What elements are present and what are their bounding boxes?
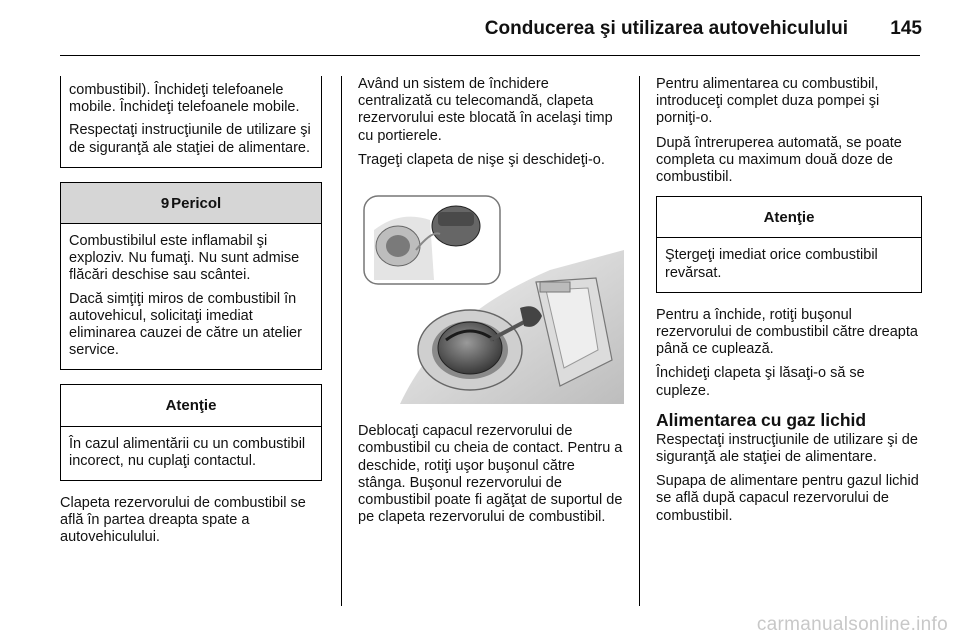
danger-box-header [61, 183, 321, 224]
caution-text: În cazul alimentării cu un combustibil incorect, nu cuplaţi contactul. [69, 435, 306, 469]
close-flap-text: Închideţi clapeta şi lăsaţi-o să se cupleze. [656, 365, 865, 399]
caution-box-title: Atenţie [657, 197, 921, 238]
fuel-warning-continued-box [60, 76, 322, 168]
watermark: carmanualsonline.info [756, 614, 948, 635]
central-locking-text: Având un sistem de închidere centralizată cu telecomandă, clapeta rezervorului este blocată în acelaşi timp cu portierele. [358, 76, 613, 144]
caution-box-spill [656, 196, 922, 293]
right-column [656, 76, 922, 532]
danger-box-title: Pericol [171, 194, 222, 212]
fuel-flap-location-text: Clapeta rezervorului de combustibil se află în partea dreapta spate a autovehiculului. [60, 495, 306, 546]
danger-paragraph: Combustibilul este inflamabil şi exploziv. Nu fumaţi. Nu sunt admise flăcări deschise sau scântei. [69, 233, 300, 284]
page-title: Conducerea şi utilizarea autovehiculului [484, 18, 848, 39]
left-column [60, 76, 322, 554]
caution-box-wrong-fuel [60, 384, 322, 481]
warning-continued-text: combustibil). Închideţi telefoanele mobile. Închideţi telefoanele mobile. [69, 82, 300, 116]
lpg-valve-text: Supapa de alimentare pentru gazul lichid se află după capacul rezervorului de combustibil. [656, 473, 919, 524]
lpg-section-heading: Alimentarea cu gaz lichid [656, 409, 867, 430]
open-flap-text: Trageţi clapeta de nişe şi deschideţi-o. [358, 151, 605, 168]
page-number: 145 [890, 18, 922, 39]
header-divider [60, 55, 920, 56]
danger-box [60, 182, 322, 371]
danger-paragraph: Dacă simţiţi miros de combustibil în autovehicul, solicitaţi imediat eliminarea cauzei de către un atelier service. [69, 290, 302, 359]
auto-shutoff-text: După întreruperea automată, se poate completa cu maximum două doze de combustibil. [656, 134, 902, 186]
caution-box-body [61, 427, 321, 480]
caution-box-body [657, 238, 921, 291]
refuel-text: Pentru alimentarea cu combustibil, introduceţi complet duza pompei şi porniţi-o. [656, 76, 880, 127]
column-divider [341, 76, 342, 606]
middle-column [358, 76, 624, 533]
caution-text: Ştergeţi imediat orice combustibil revărsat. [665, 247, 878, 281]
column-divider [639, 76, 640, 606]
warning-instructions-text: Respectaţi instrucţiunile de utilizare şi de siguranţă ale staţiei de alimentare. [69, 122, 311, 156]
danger-box-body [61, 224, 321, 369]
caution-box-title: Atenţie [61, 385, 321, 426]
unlock-cap-text: Deblocaţi capacul rezervorului de combustibil cu cheia de contact. Pentru a deschide, rotiţi uşor buşonul către stânga. Buşonul rezervorului de combustibil poate fi agăţat de suportul de pe clapeta rezervorului de combustibil. [358, 423, 623, 526]
warning-triangle-icon: 9 [160, 194, 170, 212]
fuel-cap-illustration [360, 190, 624, 404]
close-cap-text: Pentru a închide, rotiţi buşonul rezervorului de combustibil către dreapta până ce cuplează. [656, 306, 918, 358]
lpg-instructions-text: Respectaţi instrucţiunile de utilizare şi de siguranţă ale staţiei de alimentare. [656, 431, 918, 466]
